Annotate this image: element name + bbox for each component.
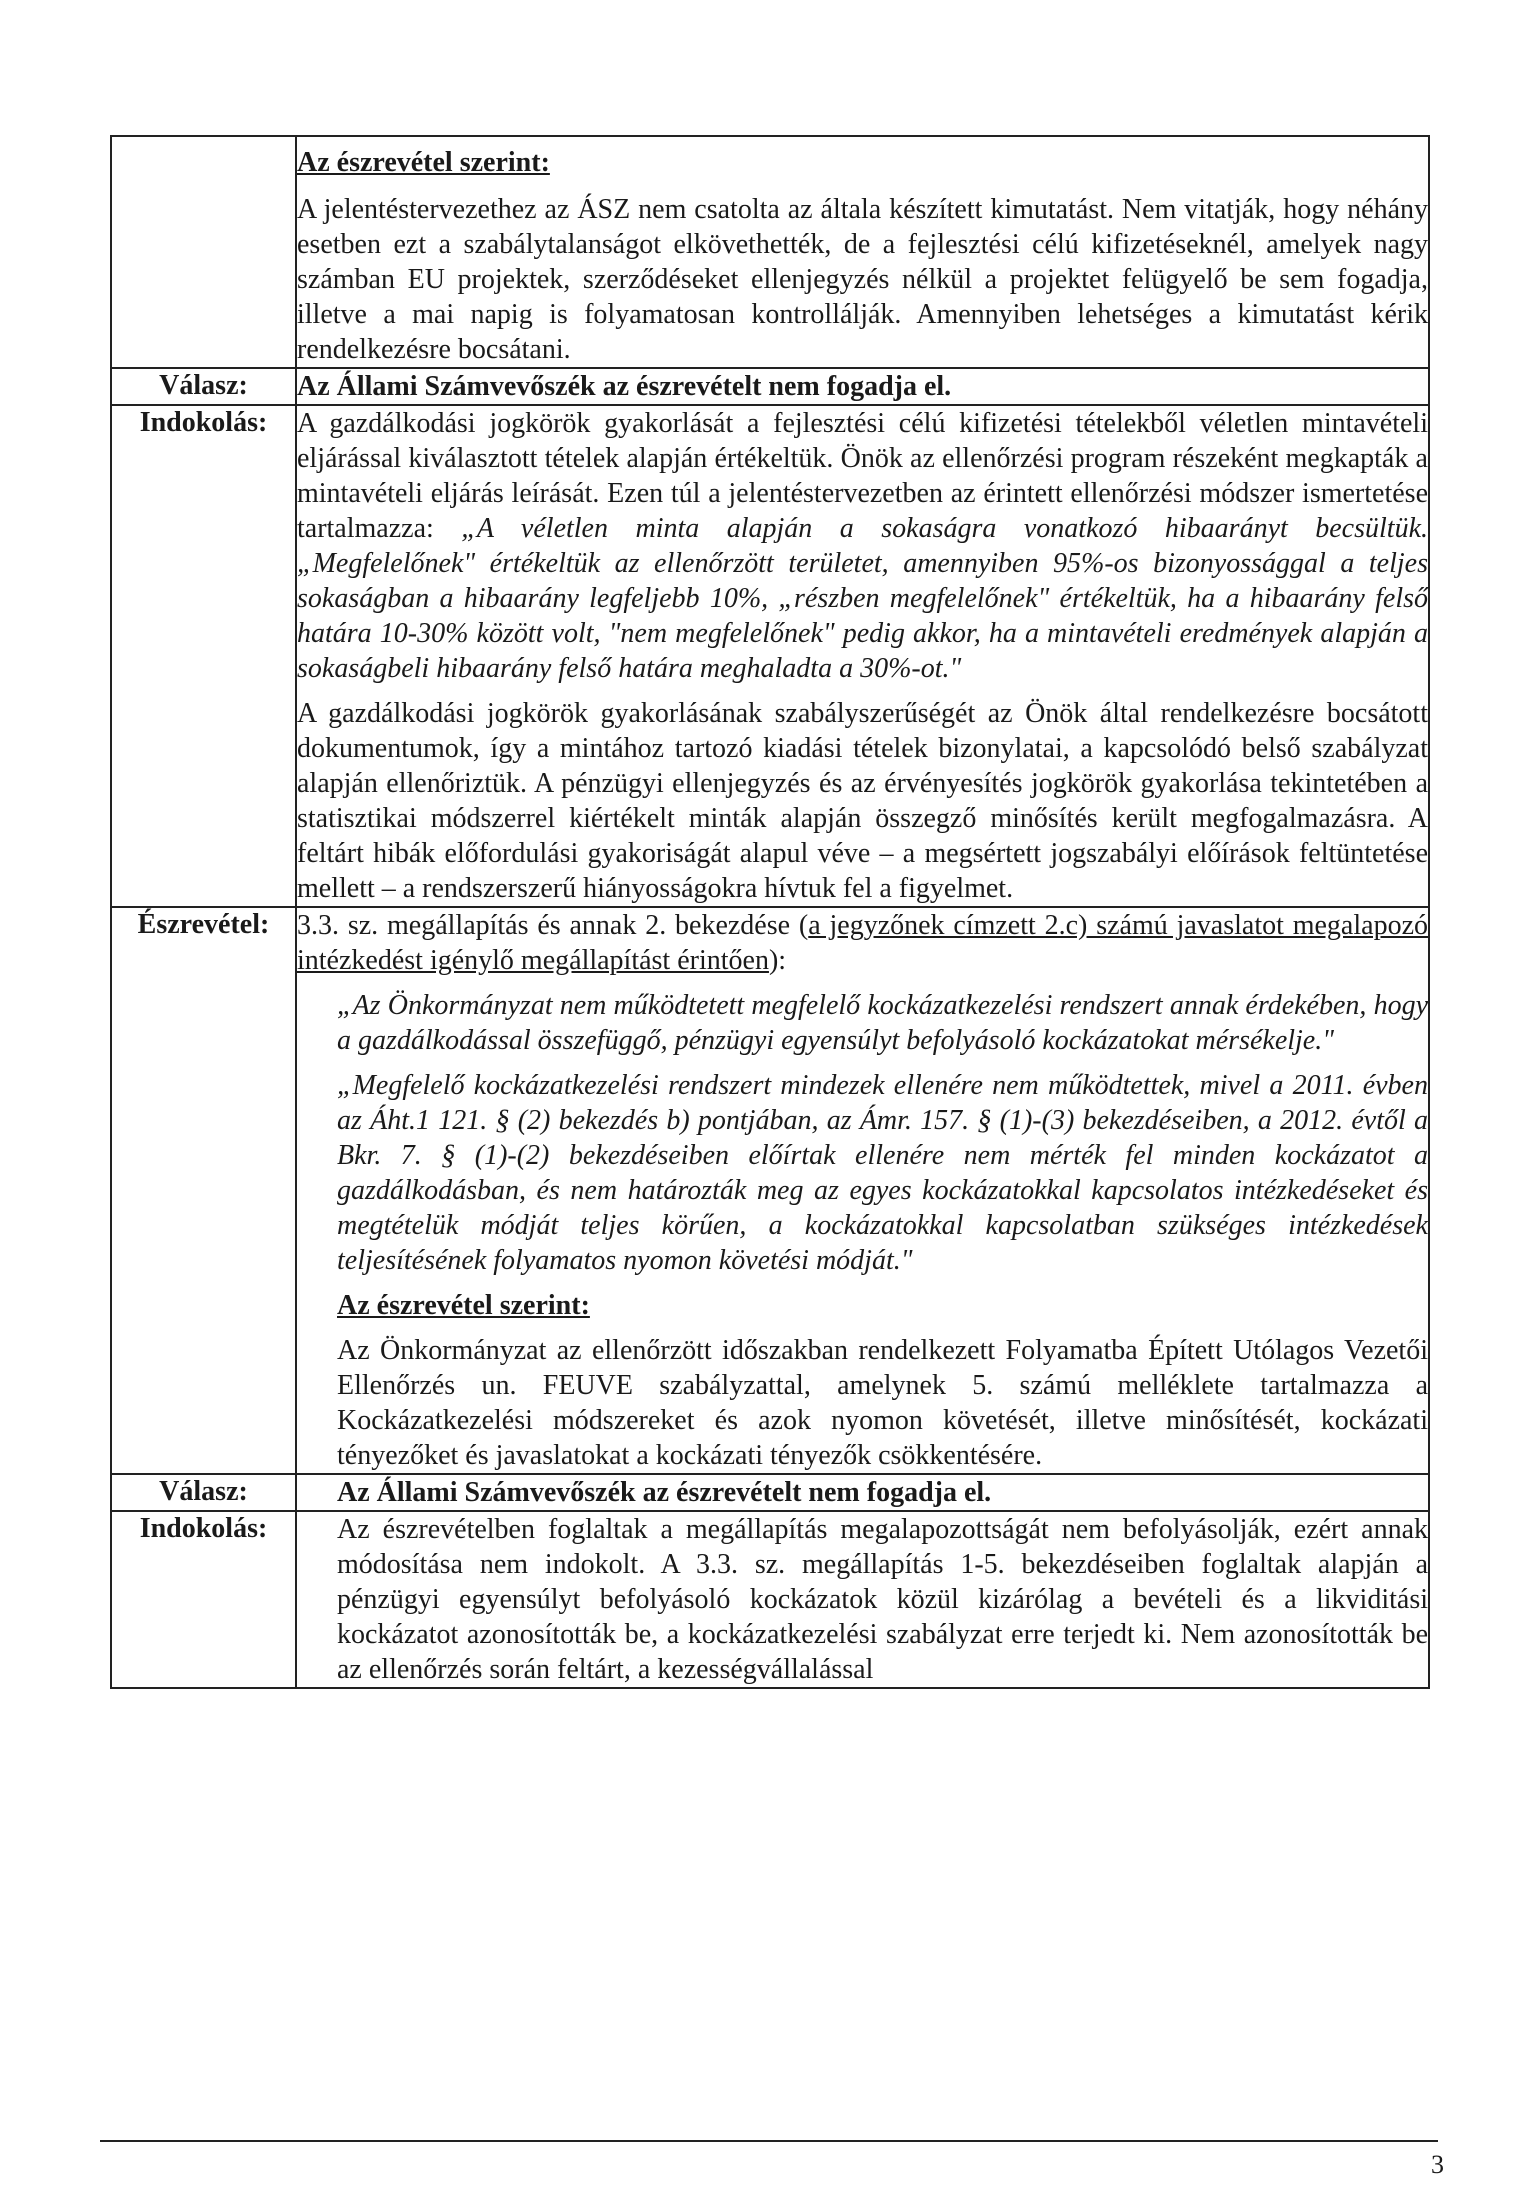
audit-response-table: [110, 135, 1430, 1689]
answer-label: Válasz:: [111, 1474, 296, 1511]
quote-paragraph-2: „Megfelelő kockázatkezelési rendszert mindezek ellenére nem működtettek, mivel a 2011. évben az Áht.1 121. § (2) bekezdés b) pontjában, az Ámr. 157. § (1)-(3) bekezdéseiben, a 2012. évtől a Bkr. 7. § (1)-(2) bekezdéseiben előírtak ellenére nem mérték fel minden kockázatot a gazdálkodásban, és nem határozták meg az egyes kockázatokkal kapcsolatos intézkedéseket és megtételük módját teljes körűen, a kockázatokkal kapcsolatban szükséges intézkedések teljesítésének folyamatos nyomon követési módját.": [337, 1070, 1428, 1276]
table-row: [111, 136, 1429, 368]
answer-text: Az Állami Számvevőszék az észrevételt nem fogadja el.: [296, 368, 1429, 405]
table-row: [111, 405, 1429, 907]
observation-heading-wrap: [297, 1288, 1428, 1323]
observation-heading: Az észrevétel szerint:: [297, 147, 550, 178]
reason-paragraph: [297, 406, 1428, 686]
reason-quote: „A véletlen minta alapján a sokaságra vonatkozó hibaarányt becsültük. „Megfelelőnek" értékeltük az ellenőrzött területet, amennyiben 95%-os bizonyossággal a teljes sokaságban a hibaarány legfeljebb 10%, „részben megfelelőnek" értékeltük, ha a hibaarány felső határa 10-30% között volt, "nem megfelelőnek" pedig akkor, ha a mintavételi eredmények alapján a sokaságbeli hibaarány felső határa meghaladta a 30%-ot.": [297, 513, 1428, 684]
page-number: 3: [1431, 2150, 1444, 2179]
observation-text: Az Önkormányzat az ellenőrzött időszakban rendelkezett Folyamatba Épített Utólagos Vezetői Ellenőrzés un. FEUVE szabályzattal, amelynek 5. számú melléklete tartalmazza a Kockázatkezelési módszereket és azok nyomon követését, illetve minősítését, kockázati tényezőket és javaslatokat a kockázati tényezők csökkentésére.: [337, 1335, 1428, 1471]
observation-heading: Az észrevétel szerint:: [337, 1290, 590, 1321]
observation-intro-underlined: a jegyzőnek címzett 2.c) számú javaslatot megalapozó intézkedést igénylő megállapítást érintően: [297, 910, 1428, 976]
observation-intro-text: 3.3. sz. megállapítás és annak 2. bekezdése (: [297, 910, 809, 941]
observation-intro-end: ):: [768, 945, 787, 976]
observation-label: Észrevétel:: [111, 907, 296, 1474]
reason-label: Indokolás:: [111, 405, 296, 907]
table-row: [111, 907, 1429, 1474]
table-row: [111, 1511, 1429, 1688]
table-row: [111, 1474, 1429, 1511]
reason-label: Indokolás:: [111, 1511, 296, 1688]
reason-text: A gazdálkodási jogkörök gyakorlását a fejlesztési célú kifizetési tételekből véletlen mintavételi eljárással kiválasztott tételek alapján értékeltük. Önök az ellenőrzési program részeként megkapták a mintavételi eljárás leírását. Ezen túl a jelentéstervezetben az érintett ellenőrzési módszer ismertetése tartalmazza:: [297, 408, 1428, 544]
observation-content-cell: [296, 907, 1429, 1474]
answer-label: Válasz:: [111, 368, 296, 405]
footer-rule: [100, 2140, 1438, 2142]
quote-paragraph: „Az Önkormányzat nem működtetett megfelelő kockázatkezelési rendszert annak érdekében, hogy a gazdálkodással összefüggő, pénzügyi egyensúlyt befolyásoló kockázatokat mérsékelje.": [337, 990, 1428, 1056]
observation-text: A jelentéstervezethez az ÁSZ nem csatolta az általa készített kimutatást. Nem vitatják, hogy néhány esetben ezt a szabálytalanságot elkövethették, de a fejlesztési célú kifizetéseknél, amelyek nagy számban EU projektek, szerződéseket ellenjegyzés nélkül a projektet felügyelő be sem fogadja, illetve a mai napig is folyamatosan kontrollálják. Amennyiben lehetséges a kimutatást kérik rendelkezésre bocsátani.: [297, 194, 1428, 365]
reason-content-cell: [296, 405, 1429, 907]
observation-content-cell: [296, 136, 1429, 368]
label-cell: [111, 136, 296, 368]
table-row: [111, 368, 1429, 405]
observation-intro: [297, 908, 1428, 978]
reason-paragraph-2: A gazdálkodási jogkörök gyakorlásának szabályszerűségét az Önök által rendelkezésre bocsátott dokumentumok, így a mintához tartozó kiadási tételek bizonylatai, a kapcsolódó belső szabályzat alapján ellenőriztük. A pénzügyi ellenjegyzés és az érvényesítés jogkörök gyakorlása tekintetében a statisztikai módszerrel kiértékelt minták alapján összegző minősítés került megfogalmazásra. A feltárt hibák előfordulási gyakoriságát alapul véve – a megsértett jogszabályi előírások feltüntetése mellett – a rendszerszerű hiányosságokra hívtuk fel a figyelmet.: [297, 698, 1428, 904]
reason-text: Az észrevételben foglaltak a megállapítás megalapozottságát nem befolyásolják, ezért annak módosítása nem indokolt. A 3.3. sz. megállapítás 1-5. bekezdéseiben foglaltak alapján a pénzügyi egyensúlyt befolyásoló kockázatok közül kizárólag a bevételi és a likviditási kockázatot azonosították be, a kockázatkezelési szabályzat erre terjedt ki. Nem azonosították be az ellenőrzés során feltárt, a kezességvállalással: [296, 1511, 1429, 1688]
answer-text: Az Állami Számvevőszék az észrevételt nem fogadja el.: [296, 1474, 1429, 1511]
